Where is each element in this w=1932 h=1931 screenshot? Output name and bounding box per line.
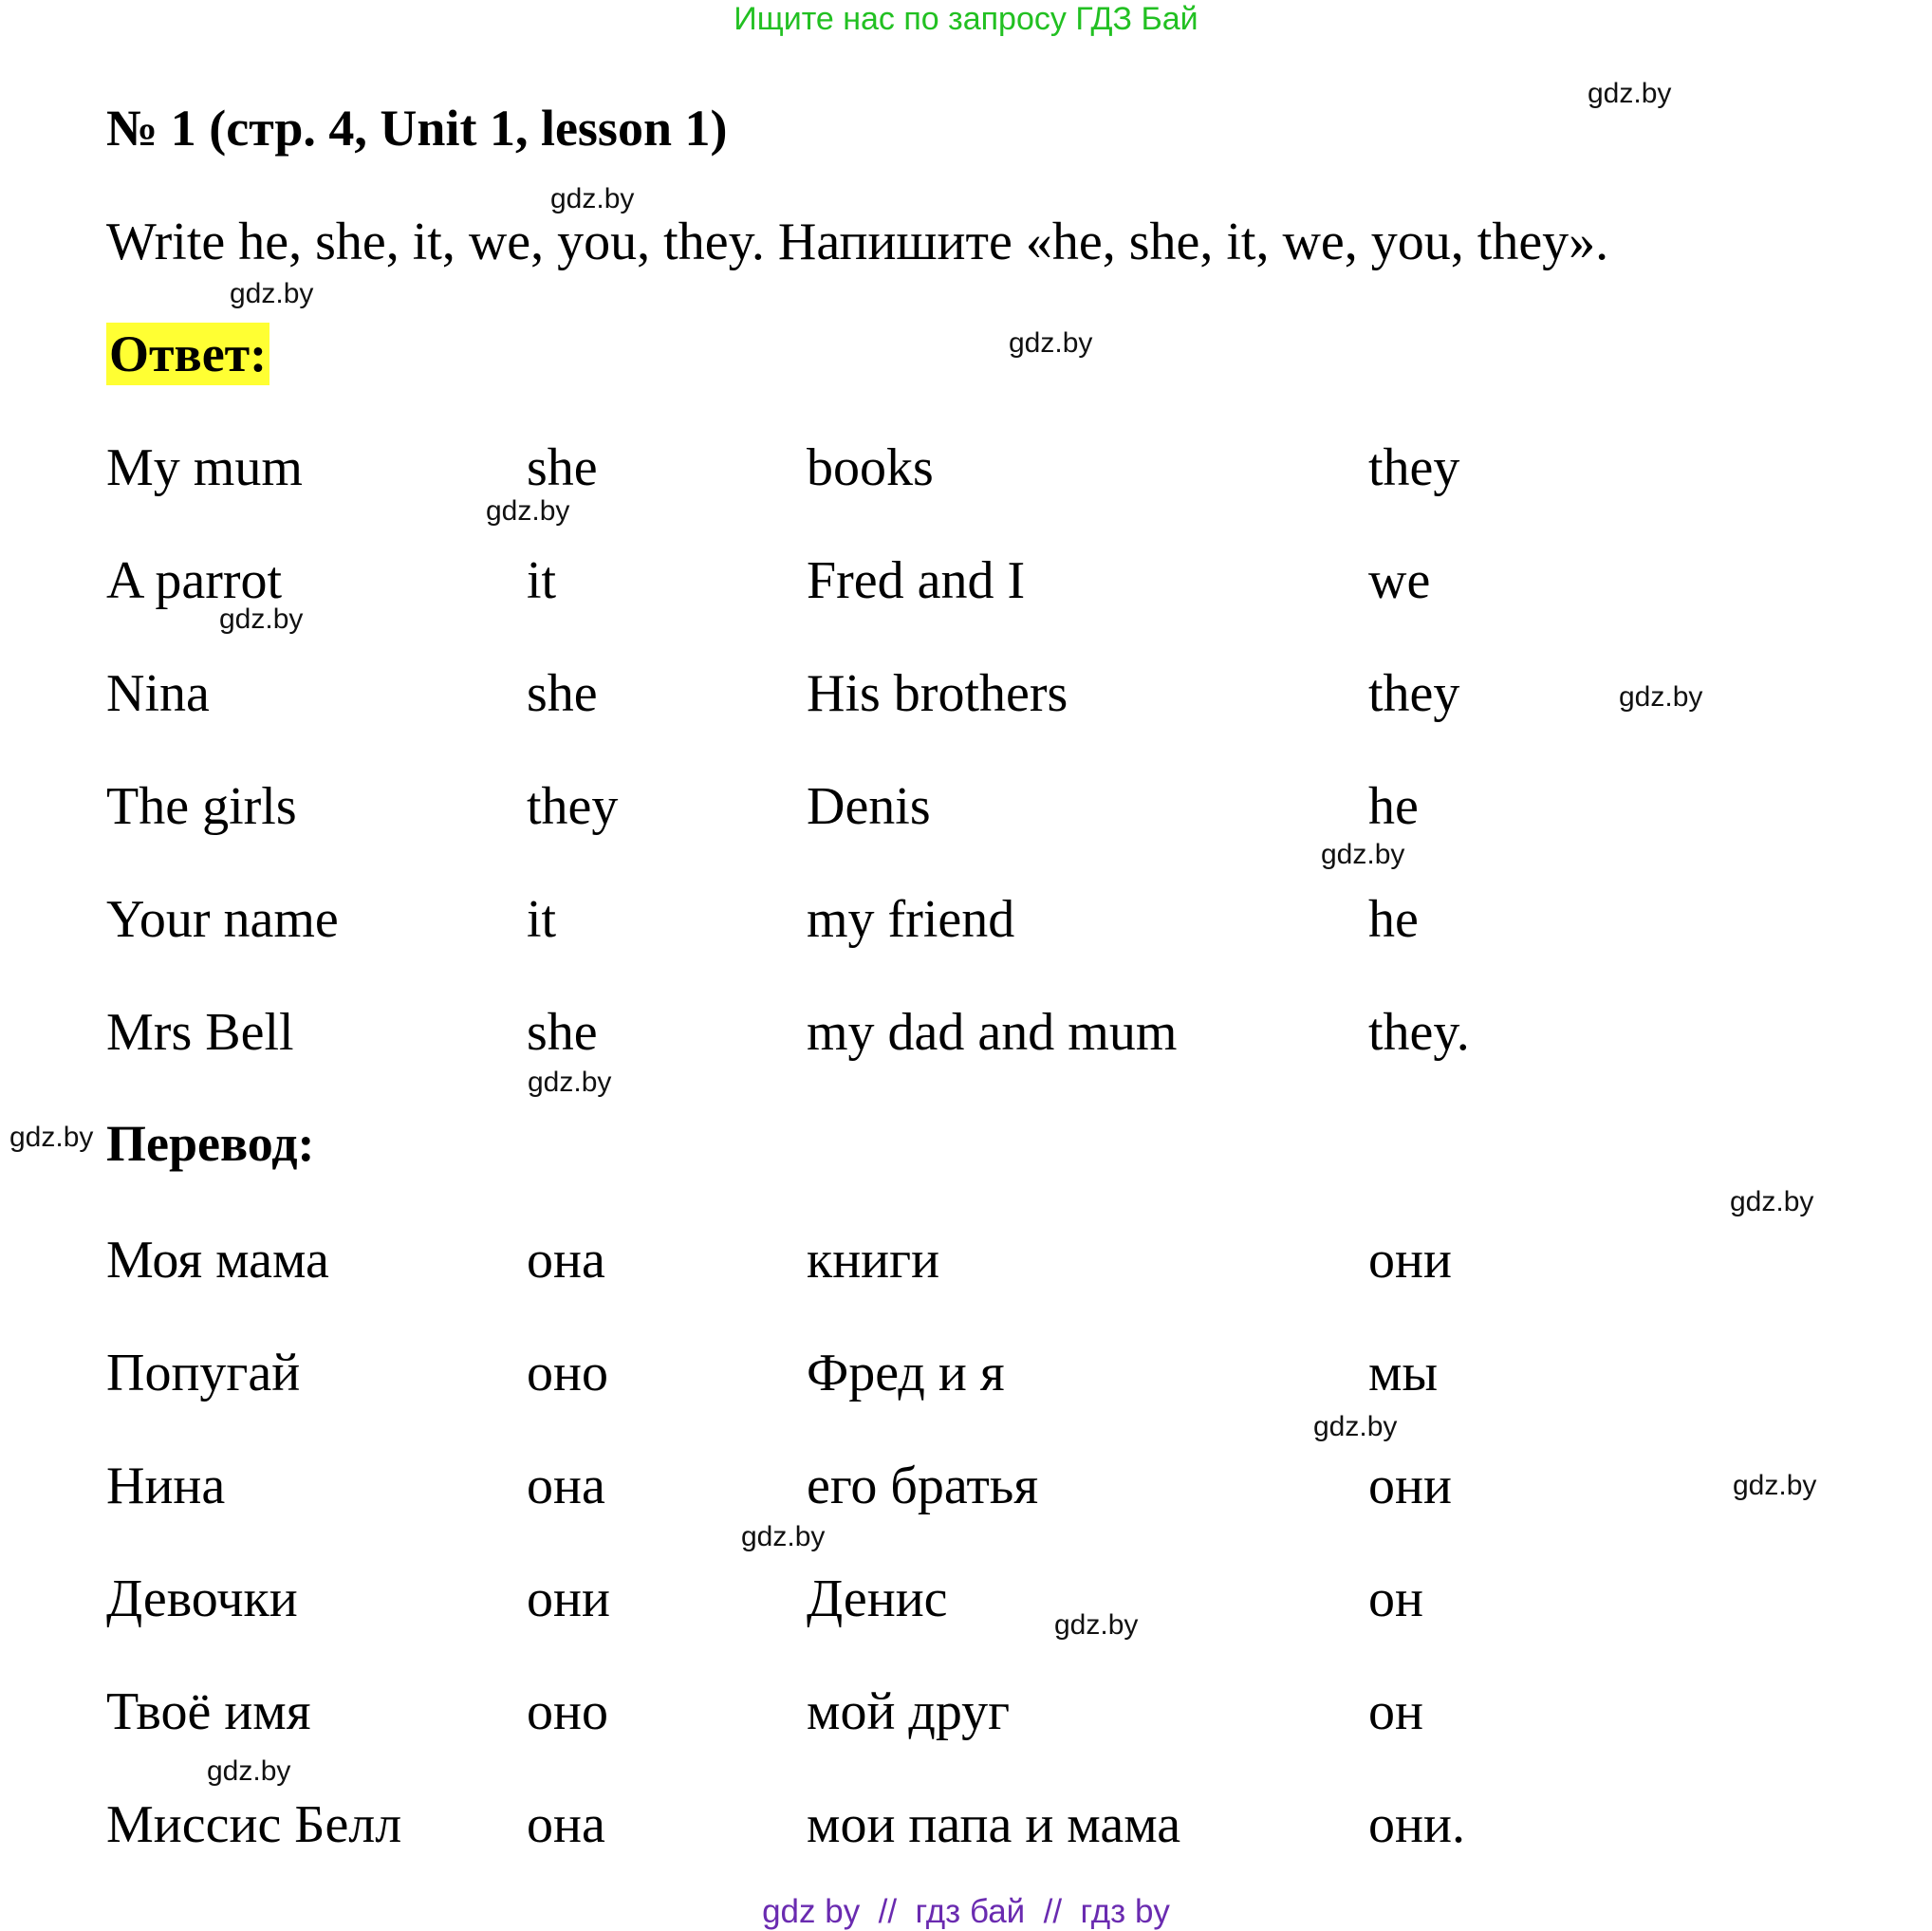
translation-cell: она: [527, 1795, 605, 1854]
footer-links: gdz by // гдз бай // гдз by: [762, 1893, 1170, 1930]
watermark: gdz.by: [741, 1521, 826, 1552]
watermark: gdz.by: [1313, 1411, 1398, 1442]
watermark: gdz.by: [1321, 839, 1405, 870]
watermark: gdz.by: [1009, 327, 1093, 359]
answer-cell: she: [527, 438, 598, 497]
answer-label: Ответ:: [106, 323, 269, 385]
answer-cell: they: [527, 777, 619, 836]
task-instruction: Write he, she, it, we, you, they. Напишите «he, she, it, we, you, they».: [106, 213, 1609, 271]
translation-cell: оно: [527, 1682, 608, 1741]
translation-cell: они: [1368, 1457, 1452, 1515]
answer-cell: he: [1368, 777, 1419, 836]
watermark: gdz.by: [9, 1122, 94, 1153]
translation-cell: его братья: [807, 1457, 1039, 1515]
answer-cell: it: [527, 890, 557, 949]
answer-cell: Fred and I: [807, 551, 1026, 610]
translation-cell: Попугай: [106, 1344, 301, 1402]
translation-cell: они: [1368, 1231, 1452, 1290]
answer-cell: Mrs Bell: [106, 1003, 294, 1062]
answer-cell: My mum: [106, 438, 303, 497]
watermark: gdz.by: [1588, 78, 1672, 109]
translation-cell: Фред и я: [807, 1344, 1005, 1402]
watermark: gdz.by: [1733, 1470, 1817, 1501]
translation-cell: мои папа и мама: [807, 1795, 1181, 1854]
answer-cell: my friend: [807, 890, 1015, 949]
translation-cell: он: [1368, 1569, 1423, 1628]
translation-cell: Миссис Белл: [106, 1795, 402, 1854]
answer-cell: they: [1368, 664, 1460, 723]
translation-table: [106, 1229, 1653, 1906]
answer-cell: it: [527, 551, 557, 610]
answer-cell: The girls: [106, 777, 297, 836]
exercise-title: № 1 (стр. 4, Unit 1, lesson 1): [106, 100, 728, 157]
watermark: gdz.by: [486, 495, 570, 527]
answer-cell: books: [807, 438, 934, 497]
answer-cell: A parrot: [106, 551, 283, 610]
watermark: gdz.by: [219, 603, 304, 635]
answer-cell: they: [1368, 438, 1460, 497]
translation-cell: Денис: [807, 1569, 948, 1628]
translation-cell: мы: [1368, 1344, 1439, 1402]
translation-cell: он: [1368, 1682, 1423, 1741]
translation-cell: Девочки: [106, 1569, 298, 1628]
answer-cell: His brothers: [807, 664, 1068, 723]
answer-cell: she: [527, 1003, 598, 1062]
translation-cell: мой друг: [807, 1682, 1011, 1741]
watermark: gdz.by: [1619, 681, 1703, 713]
answer-table: [106, 436, 1653, 1114]
watermark: gdz.by: [1054, 1609, 1139, 1641]
watermark: gdz.by: [230, 278, 314, 309]
translation-cell: они.: [1368, 1795, 1465, 1854]
watermark: gdz.by: [528, 1067, 612, 1098]
translation-cell: они: [527, 1569, 610, 1628]
answer-cell: Nina: [106, 664, 210, 723]
answer-cell: my dad and mum: [807, 1003, 1178, 1062]
answer-cell: he: [1368, 890, 1419, 949]
translation-cell: оно: [527, 1344, 608, 1402]
answer-cell: we: [1368, 551, 1431, 610]
translation-cell: Нина: [106, 1457, 226, 1515]
watermark: gdz.by: [1730, 1186, 1814, 1217]
translation-cell: книги: [807, 1231, 940, 1290]
translation-cell: она: [527, 1457, 605, 1515]
watermark: gdz.by: [550, 183, 635, 214]
answer-cell: Denis: [807, 777, 931, 836]
translation-label: Перевод:: [106, 1115, 315, 1172]
answer-cell: Your name: [106, 890, 339, 949]
answer-cell: she: [527, 664, 598, 723]
search-banner: Ищите нас по запросу ГДЗ Бай: [734, 1, 1198, 37]
translation-cell: Моя мама: [106, 1231, 329, 1290]
answer-cell: they.: [1368, 1003, 1470, 1062]
translation-cell: она: [527, 1231, 605, 1290]
watermark: gdz.by: [207, 1755, 291, 1787]
translation-cell: Твоё имя: [106, 1682, 311, 1741]
